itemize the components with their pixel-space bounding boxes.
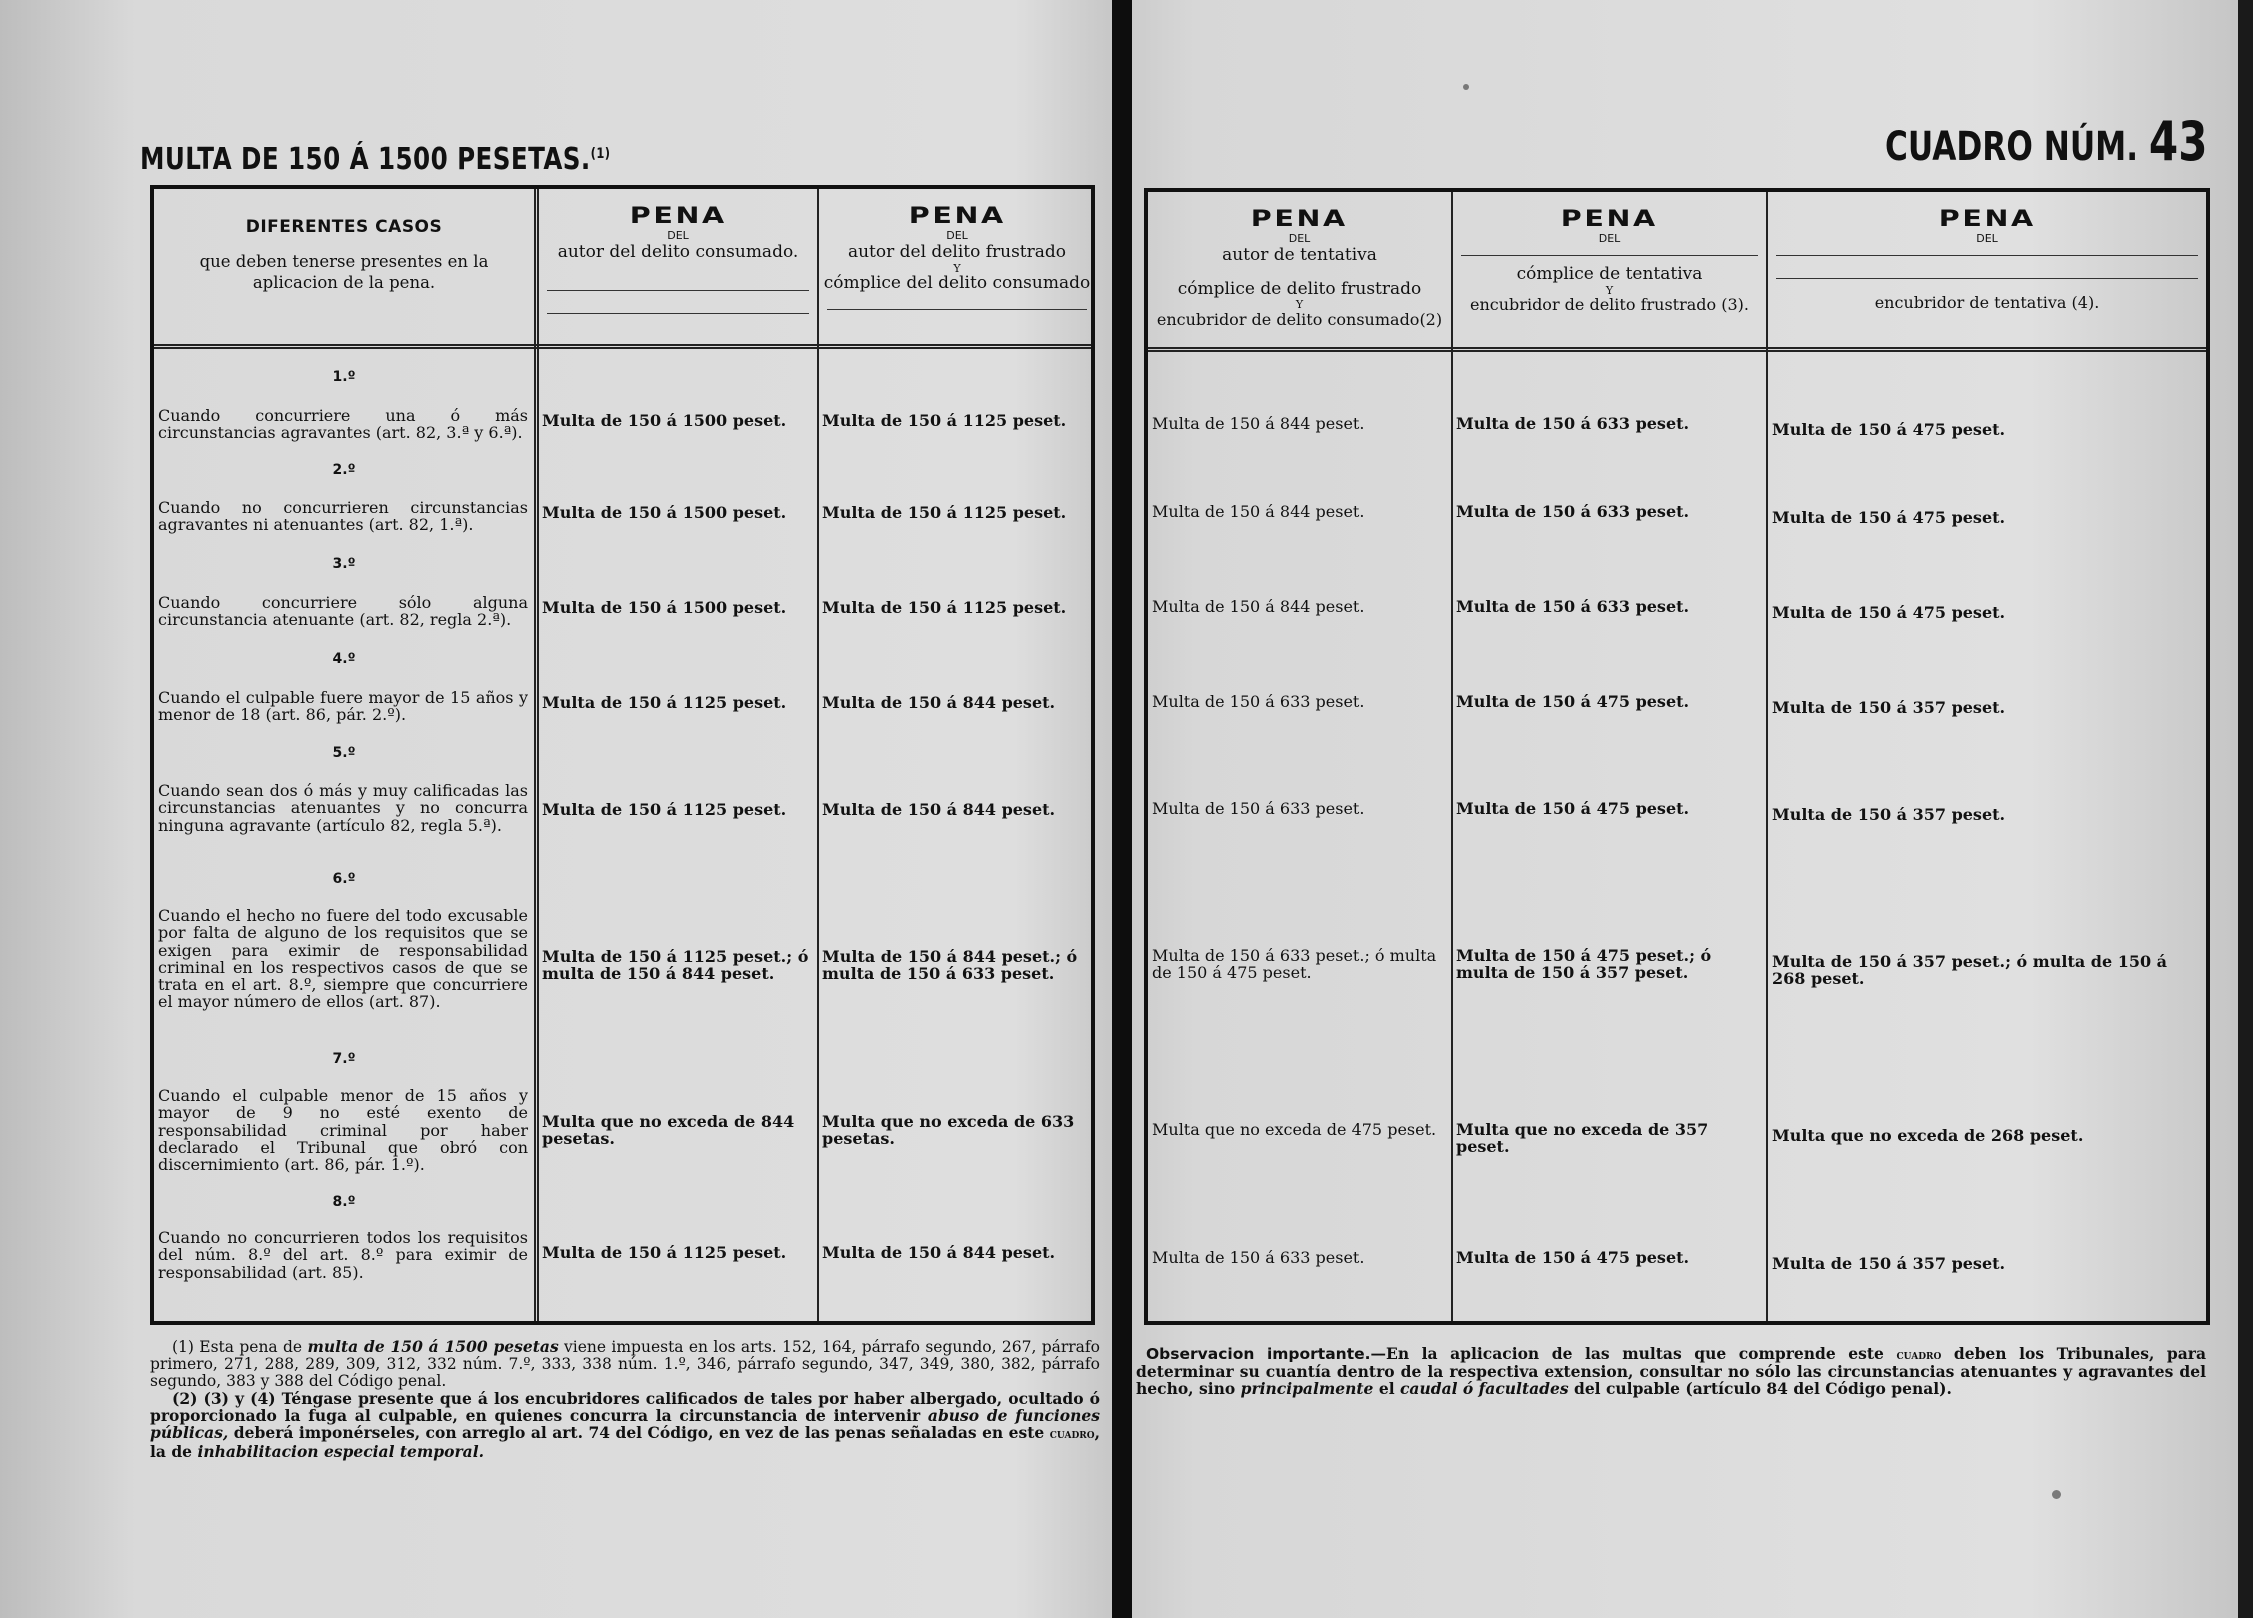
page-edge xyxy=(2238,0,2253,1618)
case-description: Cuando sean dos ó más y muy calificadas las circunstancias atenuantes y no concurra ninguna agravante (artículo 82, regla 5.ª). xyxy=(158,781,528,835)
case-description: Cuando el hecho no fuere del todo excusable por falta de alguno de los requisitos que se exigen para eximir de responsabilidad criminal en los respectivos casos de que se trata en el art. 8.º, siempre que concurriere el mayor número de ellos (art. 87). xyxy=(158,906,528,1012)
pena-autor-frustrado: Multa que no exceda de 633 pesetas. xyxy=(822,1112,1075,1148)
header-autor-consumado: PENA DEL autor del delito consumado. xyxy=(539,189,817,344)
pena-complice-tentativa: Multa de 150 á 475 peset. xyxy=(1456,799,1690,818)
pena-complice-tentativa: Multa de 150 á 475 peset. xyxy=(1456,1248,1690,1267)
pena-encubridor-tentativa: Multa de 150 á 357 peset. xyxy=(1772,698,2006,717)
header-double-rule xyxy=(1148,347,2206,352)
case-number: 5.º xyxy=(332,745,356,761)
scan-speck xyxy=(2052,1490,2061,1499)
pena-autor-consumado: Multa de 150 á 1125 peset.; ó multa de 150 á 844 peset. xyxy=(542,947,809,983)
pena-autor-tentativa: Multa de 150 á 633 peset.; ó multa de 150 á 475 peset. xyxy=(1152,946,1437,982)
pena-autor-tentativa: Multa de 150 á 844 peset. xyxy=(1152,502,1365,521)
case-number: 3.º xyxy=(332,556,356,572)
pena-encubridor-tentativa: Multa de 150 á 357 peset. xyxy=(1772,1254,2006,1273)
left-footnotes xyxy=(150,1338,1100,1460)
right-table xyxy=(1144,188,2210,1325)
pena-autor-frustrado: Multa de 150 á 1125 peset. xyxy=(822,411,1067,430)
pena-complice-tentativa: Multa de 150 á 475 peset.; ó multa de 150 á 357 peset. xyxy=(1456,946,1712,982)
footnote-2-3-4: (2) (3) y (4) Téngase presente que á los encubridores calificados de tales por haber albergado, ocultado ó proporcionado la fuga al culpable, en quienes concurra la circunstancia de intervenir abuso de funciones públicas, deberá imponérseles, con arreglo al art. 74 del Código, en vez de las penas señaladas en este cuadro, la de inhabilitacion especial temporal. xyxy=(150,1389,1101,1461)
observacion-text: Observacion importante.—En la aplicacion de las multas que comprende este cuadro deben los Tribunales, para determinar su cuantía dentro de la respectiva extension, consultar no sólo las circunstancias atenuantes y agravantes del hecho, sino principalmente el caudal ó facultades del culpable (artículo 84 del Código penal). xyxy=(1136,1344,2206,1399)
header-tentativa: PENA DEL autor de tentativa cómplice de delito frustrado Y encubridor de delito consumado(2) xyxy=(1156,207,1443,329)
case-description: Cuando concurriere una ó más circunstancias agravantes (art. 82, 3.ª y 6.ª). xyxy=(158,406,528,443)
pena-autor-frustrado: Multa de 150 á 1125 peset. xyxy=(822,598,1067,617)
case-number: 8.º xyxy=(332,1194,356,1210)
right-page xyxy=(1132,0,2238,1618)
pena-encubridor-tentativa: Multa de 150 á 475 peset. xyxy=(1772,603,2006,622)
pena-complice-tentativa: Multa de 150 á 475 peset. xyxy=(1456,692,1690,711)
case-number: 4.º xyxy=(332,651,356,667)
pena-autor-consumado: Multa de 150 á 1500 peset. xyxy=(542,503,787,522)
pena-autor-frustrado: Multa de 150 á 844 peset. xyxy=(822,800,1056,819)
pena-autor-tentativa: Multa de 150 á 844 peset. xyxy=(1152,597,1365,616)
header-complice-tentativa: PENA DEL cómplice de tentativa Y encubridor de delito frustrado (3). xyxy=(1453,192,1766,347)
pena-complice-tentativa: Multa de 150 á 633 peset. xyxy=(1456,414,1690,433)
pena-autor-tentativa: Multa de 150 á 844 peset. xyxy=(1152,414,1365,433)
header-casos: DIFERENTES CASOS que deben tenerse presentes en la aplicacion de la pena. xyxy=(199,217,489,292)
case-description: Cuando no concurrieren circunstancias agravantes ni atenuantes (art. 82, 1.ª). xyxy=(158,498,528,535)
pena-autor-consumado: Multa que no exceda de 844 pesetas. xyxy=(542,1112,795,1148)
pena-autor-consumado: Multa de 150 á 1500 peset. xyxy=(542,411,787,430)
pena-autor-tentativa: Multa que no exceda de 475 peset. xyxy=(1152,1120,1437,1139)
case-description: Cuando no concurrieren todos los requisitos del núm. 8.º del art. 8.º para eximir de responsabilidad (art. 85). xyxy=(158,1228,528,1282)
pena-autor-tentativa: Multa de 150 á 633 peset. xyxy=(1152,1248,1365,1267)
pena-encubridor-tentativa: Multa que no exceda de 268 peset. xyxy=(1772,1126,2084,1145)
header-double-rule xyxy=(154,344,1091,349)
column-divider xyxy=(817,189,819,1321)
case-number: 7.º xyxy=(332,1051,356,1067)
pena-complice-tentativa: Multa que no exceda de 357 peset. xyxy=(1456,1120,1709,1156)
case-description: Cuando concurriere sólo alguna circunstancia atenuante (art. 82, regla 2.ª). xyxy=(158,593,528,630)
case-number: 1.º xyxy=(332,369,356,385)
column-divider xyxy=(534,189,539,1321)
case-description: Cuando el culpable fuere mayor de 15 años y menor de 18 (art. 86, pár. 2.º). xyxy=(158,688,528,725)
pena-autor-consumado: Multa de 150 á 1125 peset. xyxy=(542,1243,787,1262)
observacion-importante xyxy=(1136,1345,2206,1397)
pena-encubridor-tentativa: Multa de 150 á 475 peset. xyxy=(1772,508,2006,527)
pena-autor-frustrado: Multa de 150 á 844 peset. xyxy=(822,1243,1056,1262)
pena-encubridor-tentativa: Multa de 150 á 357 peset.; ó multa de 150 á 268 peset. xyxy=(1772,952,2168,988)
left-page xyxy=(0,0,1112,1618)
pena-autor-frustrado: Multa de 150 á 844 peset. xyxy=(822,693,1056,712)
column-divider xyxy=(1766,192,1768,1321)
pena-autor-frustrado: Multa de 150 á 1125 peset. xyxy=(822,503,1067,522)
case-number: 2.º xyxy=(332,462,356,478)
pena-complice-tentativa: Multa de 150 á 633 peset. xyxy=(1456,502,1690,521)
pena-autor-consumado: Multa de 150 á 1125 peset. xyxy=(542,693,787,712)
case-description: Cuando el culpable menor de 15 años y mayor de 9 no esté exento de responsabilidad criminal por haber declarado el Tribunal que obró con discernimiento (art. 86, pár. 1.º). xyxy=(158,1086,528,1175)
left-table xyxy=(150,185,1095,1325)
left-running-head: MULTA DE 150 Á 1500 PESETAS.$^{(1)}$ xyxy=(140,142,611,177)
pena-encubridor-tentativa: Multa de 150 á 475 peset. xyxy=(1772,420,2006,439)
pena-autor-consumado: Multa de 150 á 1500 peset. xyxy=(542,598,787,617)
right-running-head: CUADRO NÚM. 43 xyxy=(1885,110,2208,173)
pena-autor-tentativa: Multa de 150 á 633 peset. xyxy=(1152,692,1365,711)
header-autor-frustrado: PENA DEL autor del delito frustrado Y cómplice del delito consumado xyxy=(819,189,1095,344)
pena-autor-frustrado: Multa de 150 á 844 peset.; ó multa de 150 á 633 peset. xyxy=(822,947,1078,983)
pena-complice-tentativa: Multa de 150 á 633 peset. xyxy=(1456,597,1690,616)
header-encubridor-tentativa: PENA DEL encubridor de tentativa (4). xyxy=(1768,192,2206,347)
pena-autor-tentativa: Multa de 150 á 633 peset. xyxy=(1152,799,1365,818)
book-gutter xyxy=(1112,0,1132,1618)
pena-autor-consumado: Multa de 150 á 1125 peset. xyxy=(542,800,787,819)
running-head-footnote-mark: (1) xyxy=(590,146,611,162)
column-divider xyxy=(1451,192,1453,1321)
scan-speck xyxy=(1463,84,1469,90)
pena-encubridor-tentativa: Multa de 150 á 357 peset. xyxy=(1772,805,2006,824)
footnote-1: (1) Esta pena de multa de 150 á 1500 pesetas viene impuesta en los arts. 152, 164, párrafo segundo, 267, párrafo primero, 271, 288, 289, 309, 312, 332 núm. 7.º, 333, 338 núm. 1.º, 346, párrafo segundo, 347, 349, 380, 382, párrafo segundo, 383 y 388 del Código penal. xyxy=(150,1337,1100,1391)
case-number: 6.º xyxy=(332,871,356,887)
